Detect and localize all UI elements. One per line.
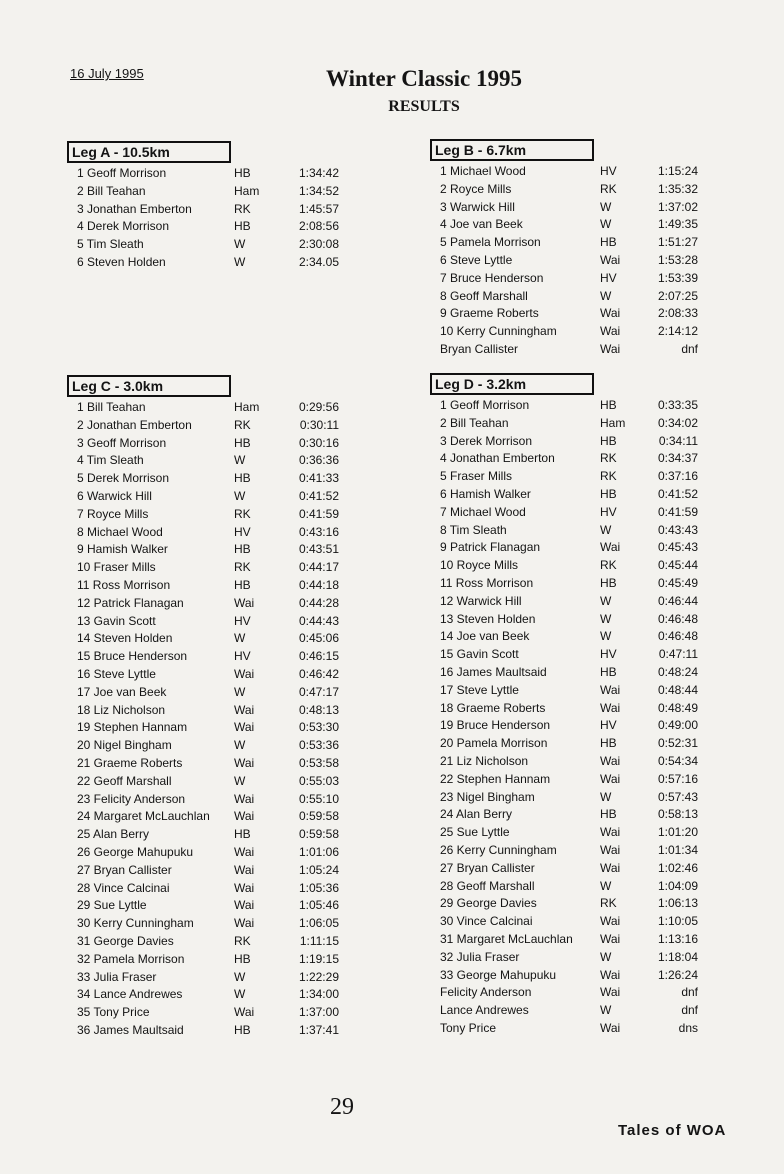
runner-time: 1:01:34 bbox=[657, 842, 698, 857]
leg-d-heading: Leg D - 3.2km bbox=[430, 373, 594, 395]
runner-club: W bbox=[234, 488, 246, 503]
runner-club: W bbox=[600, 217, 612, 232]
runner-club: RK bbox=[234, 506, 251, 521]
runner-name: 3 Warwick Hill bbox=[440, 199, 515, 214]
runner-time: 1:26:24 bbox=[657, 967, 698, 982]
runner-time: 1:04:09 bbox=[657, 878, 698, 893]
runner-time: 0:45:06 bbox=[298, 631, 339, 646]
runner-time: 2:08:33 bbox=[657, 306, 698, 321]
runner-club: W bbox=[234, 969, 246, 984]
runner-time: 0:44:18 bbox=[298, 577, 339, 592]
runner-name: 2 Bill Teahan bbox=[440, 415, 509, 430]
runner-name: 5 Tim Sleath bbox=[77, 237, 144, 252]
runner-name: 23 Nigel Bingham bbox=[440, 789, 535, 804]
runner-club: RK bbox=[600, 896, 617, 911]
runner-time: 1:06:05 bbox=[298, 916, 339, 931]
runner-name: 32 Julia Fraser bbox=[440, 949, 520, 964]
runner-time: 0:41:59 bbox=[298, 506, 339, 521]
runner-club: W bbox=[600, 593, 612, 608]
runner-time: 0:41:52 bbox=[657, 486, 698, 501]
runner-name: 10 Kerry Cunningham bbox=[440, 324, 557, 339]
runner-name: 25 Sue Lyttle bbox=[440, 825, 510, 840]
runner-club: W bbox=[234, 237, 246, 252]
runner-name: 1 Geoff Morrison bbox=[440, 398, 530, 412]
runner-time: 0:53:36 bbox=[298, 738, 339, 753]
runner-name: 20 Pamela Morrison bbox=[440, 736, 548, 751]
runner-name: 23 Felicity Anderson bbox=[77, 791, 186, 806]
runner-club: Wai bbox=[234, 809, 255, 824]
runner-time: 0:47:11 bbox=[658, 647, 698, 662]
runner-name: 8 Geoff Marshall bbox=[440, 288, 528, 303]
runner-time: 0:44:28 bbox=[298, 595, 339, 610]
runner-name: Lance Andrewes bbox=[440, 1003, 529, 1018]
runner-name: 33 George Mahupuku bbox=[440, 967, 557, 982]
runner-club: W bbox=[234, 684, 246, 699]
runner-name: 3 Geoff Morrison bbox=[77, 435, 167, 450]
runner-time: 0:41:52 bbox=[298, 488, 339, 503]
page-subtitle: RESULTS bbox=[388, 98, 460, 115]
runner-club: Wai bbox=[234, 595, 255, 610]
runner-name: 25 Alan Berry bbox=[77, 827, 150, 842]
runner-club: Wai bbox=[234, 702, 255, 717]
runner-time: 1:35:32 bbox=[657, 181, 698, 196]
runner-name: 27 Bryan Callister bbox=[440, 860, 535, 875]
runner-name: 2 Royce Mills bbox=[440, 181, 512, 196]
runner-time: 0:43:43 bbox=[657, 522, 698, 537]
runner-time: 1:34:42 bbox=[298, 166, 339, 180]
runner-club: HB bbox=[600, 807, 617, 822]
runner-time: 0:59:58 bbox=[298, 809, 339, 824]
runner-name: 18 Liz Nicholson bbox=[77, 702, 166, 717]
runner-time: 1:22:29 bbox=[298, 969, 339, 984]
runner-club: Wai bbox=[600, 842, 621, 857]
runner-time: 0:47:17 bbox=[298, 684, 339, 699]
runner-time: 0:45:49 bbox=[657, 575, 698, 590]
runner-time: 2:07:25 bbox=[657, 288, 698, 303]
runner-club: Wai bbox=[600, 860, 621, 875]
runner-time: 0:34:37 bbox=[657, 451, 698, 466]
runner-time: 0:55:03 bbox=[298, 773, 339, 788]
runner-club: W bbox=[234, 631, 246, 646]
leg-b-results bbox=[430, 139, 698, 356]
runner-name: 21 Liz Nicholson bbox=[440, 753, 529, 768]
leg-c-results bbox=[67, 375, 339, 1037]
runner-name: 1 Geoff Morrison bbox=[77, 166, 167, 180]
runner-time: 0:29:56 bbox=[298, 400, 339, 414]
runner-time: 1:06:13 bbox=[657, 896, 698, 911]
runner-name: 15 Gavin Scott bbox=[440, 647, 519, 662]
runner-club: HB bbox=[600, 398, 617, 412]
runner-time: 0:48:44 bbox=[657, 682, 698, 697]
runner-time: 1:53:39 bbox=[657, 270, 698, 285]
runner-name: 1 Bill Teahan bbox=[77, 400, 146, 414]
runner-time: 0:59:58 bbox=[298, 827, 339, 842]
runner-time: 1:53:28 bbox=[657, 252, 698, 267]
runner-club: HB bbox=[234, 219, 251, 234]
runner-time: 1:13:16 bbox=[657, 931, 698, 946]
runner-club: Wai bbox=[600, 540, 621, 555]
runner-time: 1:11:15 bbox=[299, 933, 339, 948]
runner-name: 8 Michael Wood bbox=[77, 524, 163, 539]
runner-club: W bbox=[600, 878, 612, 893]
runner-club: W bbox=[234, 254, 246, 269]
runner-name: 16 Steve Lyttle bbox=[77, 666, 156, 681]
runner-name: 6 Warwick Hill bbox=[77, 488, 152, 503]
runner-time: 0:44:17 bbox=[298, 560, 339, 575]
runner-time: 0:43:16 bbox=[298, 524, 339, 539]
runner-name: 30 Kerry Cunningham bbox=[77, 916, 194, 931]
runner-time: 0:48:13 bbox=[298, 702, 339, 717]
runner-name: 26 Kerry Cunningham bbox=[440, 842, 557, 857]
runner-club: Wai bbox=[600, 914, 621, 929]
runner-name: 31 George Davies bbox=[77, 933, 174, 948]
runner-time: 2:08:56 bbox=[298, 219, 339, 234]
runner-club: HB bbox=[600, 486, 617, 501]
page-number: 29 bbox=[330, 1094, 354, 1120]
runner-time: 0:37:16 bbox=[657, 469, 698, 484]
runner-club: HV bbox=[234, 649, 251, 664]
book-title: Tales of WOA bbox=[618, 1122, 727, 1139]
runner-name: 6 Hamish Walker bbox=[440, 486, 531, 501]
runner-club: Wai bbox=[600, 771, 621, 786]
runner-name: 4 Derek Morrison bbox=[77, 219, 170, 234]
runner-club: RK bbox=[600, 181, 617, 196]
runner-time: 1:51:27 bbox=[657, 235, 698, 250]
runner-name: 32 Pamela Morrison bbox=[77, 951, 185, 966]
runner-club: HV bbox=[600, 270, 617, 285]
runner-time: dnf bbox=[681, 1003, 698, 1018]
runner-time: 1:02:46 bbox=[657, 860, 698, 875]
runner-time: dns bbox=[678, 1020, 698, 1035]
runner-time: 0:41:59 bbox=[657, 504, 698, 519]
runner-name: 13 Gavin Scott bbox=[77, 613, 156, 628]
runner-name: 3 Jonathan Emberton bbox=[77, 201, 192, 216]
runner-name: 28 Geoff Marshall bbox=[440, 878, 535, 893]
runner-time: 0:30:11 bbox=[299, 417, 339, 432]
runner-club: RK bbox=[234, 933, 251, 948]
runner-name: 4 Jonathan Emberton bbox=[440, 451, 555, 466]
runner-name: 17 Steve Lyttle bbox=[440, 682, 519, 697]
runner-name: 29 George Davies bbox=[440, 896, 537, 911]
runner-name: 7 Royce Mills bbox=[77, 506, 149, 521]
runner-name: 19 Bruce Henderson bbox=[440, 718, 551, 733]
runner-time: 0:36:36 bbox=[298, 453, 339, 468]
leg-b-heading: Leg B - 6.7km bbox=[430, 139, 594, 161]
runner-name: 35 Tony Price bbox=[77, 1005, 150, 1020]
runner-club: W bbox=[600, 611, 612, 626]
runner-time: 2:30:08 bbox=[298, 237, 339, 252]
runner-name: 13 Steven Holden bbox=[440, 611, 536, 626]
runner-time: 1:05:46 bbox=[298, 898, 339, 913]
runner-club: Ham bbox=[600, 415, 626, 430]
runner-club: Wai bbox=[234, 1005, 255, 1020]
runner-time: 1:01:06 bbox=[298, 844, 339, 859]
runner-time: 1:34:52 bbox=[298, 183, 339, 198]
runner-club: W bbox=[600, 522, 612, 537]
runner-time: 0:34:02 bbox=[657, 415, 698, 430]
runner-club: HV bbox=[600, 647, 617, 662]
runner-name: 28 Vince Calcinai bbox=[77, 880, 170, 895]
runner-time: 1:05:36 bbox=[298, 880, 339, 895]
runner-time: 1:01:20 bbox=[657, 825, 698, 840]
runner-time: 0:52:31 bbox=[657, 736, 698, 751]
runner-club: Wai bbox=[600, 341, 621, 356]
runner-club: W bbox=[600, 288, 612, 303]
runner-club: HB bbox=[234, 471, 251, 486]
runner-club: HB bbox=[234, 827, 251, 842]
runner-name: 26 George Mahupuku bbox=[77, 844, 194, 859]
runner-name: 9 Patrick Flanagan bbox=[440, 540, 541, 555]
runner-club: Wai bbox=[600, 985, 621, 1000]
runner-club: RK bbox=[234, 560, 251, 575]
runner-name: 4 Joe van Beek bbox=[440, 217, 523, 232]
runner-time: 0:49:00 bbox=[657, 718, 698, 733]
runner-club: HB bbox=[600, 433, 617, 448]
runner-time: 1:34:00 bbox=[298, 987, 339, 1002]
runner-club: Wai bbox=[234, 898, 255, 913]
runner-name: 20 Nigel Bingham bbox=[77, 738, 172, 753]
runner-time: 0:55:10 bbox=[298, 791, 339, 806]
runner-time: 0:41:33 bbox=[298, 471, 339, 486]
runner-name: 7 Michael Wood bbox=[440, 504, 526, 519]
runner-club: Wai bbox=[600, 306, 621, 321]
runner-name: 9 Hamish Walker bbox=[77, 542, 168, 557]
runner-club: Wai bbox=[234, 666, 255, 681]
runner-time: 0:48:49 bbox=[657, 700, 698, 715]
runner-club: Wai bbox=[234, 844, 255, 859]
runner-club: HV bbox=[600, 164, 617, 178]
runner-name: 12 Warwick Hill bbox=[440, 593, 522, 608]
runner-time: 0:46:44 bbox=[657, 593, 698, 608]
runner-time: 1:10:05 bbox=[657, 914, 698, 929]
runner-name: 8 Tim Sleath bbox=[440, 522, 507, 537]
runner-club: RK bbox=[600, 558, 617, 573]
runner-club: HB bbox=[600, 664, 617, 679]
leg-d-results bbox=[430, 373, 698, 1035]
runner-club: HB bbox=[600, 235, 617, 250]
runner-club: Wai bbox=[600, 700, 621, 715]
runner-club: W bbox=[600, 789, 612, 804]
runner-name: 3 Derek Morrison bbox=[440, 433, 533, 448]
runner-club: HV bbox=[234, 524, 251, 539]
runner-time: 0:45:44 bbox=[657, 558, 698, 573]
runner-name: 4 Tim Sleath bbox=[77, 453, 144, 468]
runner-club: Wai bbox=[600, 1020, 621, 1035]
runner-name: Felicity Anderson bbox=[440, 985, 532, 1000]
runner-name: 33 Julia Fraser bbox=[77, 969, 157, 984]
runner-name: 31 Margaret McLauchlan bbox=[440, 931, 573, 946]
runner-club: RK bbox=[600, 451, 617, 466]
runner-time: 0:30:16 bbox=[298, 435, 339, 450]
leg-c-heading: Leg C - 3.0km bbox=[67, 375, 231, 397]
runner-name: 36 James Maultsaid bbox=[77, 1022, 184, 1037]
runner-name: 14 Joe van Beek bbox=[440, 629, 530, 644]
runner-time: 0:54:34 bbox=[657, 753, 698, 768]
runner-club: RK bbox=[234, 201, 251, 216]
runner-club: Wai bbox=[234, 791, 255, 806]
runner-time: 1:37:02 bbox=[657, 199, 698, 214]
runner-name: 15 Bruce Henderson bbox=[77, 649, 188, 664]
runner-time: 1:19:15 bbox=[298, 951, 339, 966]
runner-name: 34 Lance Andrewes bbox=[77, 987, 183, 1002]
runner-name: 16 James Maultsaid bbox=[440, 664, 547, 679]
runner-name: 5 Fraser Mills bbox=[440, 469, 513, 484]
runner-time: dnf bbox=[681, 341, 698, 356]
runner-time: 0:43:51 bbox=[298, 542, 339, 557]
runner-club: Wai bbox=[234, 755, 255, 770]
runner-club: HB bbox=[600, 575, 617, 590]
leg-a-heading: Leg A - 10.5km bbox=[67, 141, 231, 163]
runner-time: 1:05:24 bbox=[298, 862, 339, 877]
runner-time: 1:49:35 bbox=[657, 217, 698, 232]
runner-time: 0:34:11 bbox=[658, 433, 698, 448]
page-title: Winter Classic 1995 bbox=[326, 66, 522, 91]
runner-name: 11 Ross Morrison bbox=[77, 577, 171, 592]
runner-name: 14 Steven Holden bbox=[77, 631, 173, 646]
runner-time: 1:45:57 bbox=[298, 201, 339, 216]
runner-time: dnf bbox=[681, 985, 698, 1000]
runner-club: Wai bbox=[600, 753, 621, 768]
runner-time: 0:46:15 bbox=[298, 649, 339, 664]
runner-name: 9 Graeme Roberts bbox=[440, 306, 539, 321]
runner-club: Wai bbox=[600, 324, 621, 339]
runner-time: 2:14:12 bbox=[657, 324, 698, 339]
runner-club: HB bbox=[234, 542, 251, 557]
runner-name: 7 Bruce Henderson bbox=[440, 270, 544, 285]
runner-name: Tony Price bbox=[440, 1020, 497, 1035]
runner-name: 6 Steve Lyttle bbox=[440, 252, 513, 267]
runner-name: 30 Vince Calcinai bbox=[440, 914, 533, 929]
runner-time: 0:33:35 bbox=[657, 398, 698, 412]
runner-time: 1:37:00 bbox=[298, 1005, 339, 1020]
runner-club: HV bbox=[234, 613, 251, 628]
runner-name: 24 Margaret McLauchlan bbox=[77, 809, 210, 824]
runner-name: 22 Geoff Marshall bbox=[77, 773, 172, 788]
runner-time: 1:15:24 bbox=[657, 164, 698, 178]
runner-name: 2 Jonathan Emberton bbox=[77, 417, 192, 432]
runner-name: 5 Derek Morrison bbox=[77, 471, 170, 486]
runner-club: W bbox=[234, 987, 246, 1002]
runner-name: 27 Bryan Callister bbox=[77, 862, 172, 877]
runner-time: 0:53:30 bbox=[298, 720, 339, 735]
runner-club: HB bbox=[234, 166, 251, 180]
runner-club: W bbox=[234, 773, 246, 788]
runner-name: 22 Stephen Hannam bbox=[440, 771, 551, 786]
runner-club: W bbox=[600, 629, 612, 644]
runner-name: 11 Ross Morrison bbox=[440, 575, 534, 590]
runner-club: HB bbox=[234, 435, 251, 450]
runner-club: HB bbox=[234, 577, 251, 592]
runner-name: 2 Bill Teahan bbox=[77, 183, 146, 198]
runner-club: Wai bbox=[600, 825, 621, 840]
runner-club: HB bbox=[600, 736, 617, 751]
runner-club: W bbox=[600, 199, 612, 214]
runner-club: W bbox=[600, 1003, 612, 1018]
runner-club: W bbox=[600, 949, 612, 964]
runner-club: Wai bbox=[234, 862, 255, 877]
runner-club: RK bbox=[234, 417, 251, 432]
runner-time: 0:44:43 bbox=[298, 613, 339, 628]
runner-name: 12 Patrick Flanagan bbox=[77, 595, 184, 610]
runner-club: Wai bbox=[600, 931, 621, 946]
runner-name: 5 Pamela Morrison bbox=[440, 235, 541, 250]
runner-club: W bbox=[234, 738, 246, 753]
runner-name: 1 Michael Wood bbox=[440, 164, 526, 178]
runner-time: 0:48:24 bbox=[657, 664, 698, 679]
runner-club: Ham bbox=[234, 400, 260, 414]
runner-name: Bryan Callister bbox=[440, 341, 519, 356]
runner-name: 24 Alan Berry bbox=[440, 807, 513, 822]
runner-club: Wai bbox=[600, 967, 621, 982]
runner-time: 0:57:43 bbox=[657, 789, 698, 804]
runner-club: W bbox=[234, 453, 246, 468]
runner-name: 10 Royce Mills bbox=[440, 558, 519, 573]
runner-name: 10 Fraser Mills bbox=[77, 560, 156, 575]
runner-name: 19 Stephen Hannam bbox=[77, 720, 188, 735]
runner-time: 0:46:48 bbox=[657, 629, 698, 644]
runner-time: 0:46:42 bbox=[298, 666, 339, 681]
runner-time: 0:58:13 bbox=[657, 807, 698, 822]
runner-club: HV bbox=[600, 718, 617, 733]
runner-club: Wai bbox=[600, 682, 621, 697]
runner-club: Ham bbox=[234, 183, 260, 198]
runner-time: 0:46:48 bbox=[657, 611, 698, 626]
runner-club: Wai bbox=[600, 252, 621, 267]
runner-time: 0:53:58 bbox=[298, 755, 339, 770]
runner-time: 1:37:41 bbox=[298, 1022, 339, 1037]
runner-club: HB bbox=[234, 951, 251, 966]
runner-name: 17 Joe van Beek bbox=[77, 684, 167, 699]
leg-a-results bbox=[67, 141, 339, 269]
runner-club: RK bbox=[600, 469, 617, 484]
runner-time: 2:34.05 bbox=[298, 254, 339, 269]
runner-name: 21 Graeme Roberts bbox=[77, 755, 183, 770]
runner-time: 1:18:04 bbox=[657, 949, 698, 964]
runner-club: HV bbox=[600, 504, 617, 519]
runner-name: 6 Steven Holden bbox=[77, 254, 166, 269]
runner-name: 18 Graeme Roberts bbox=[440, 700, 546, 715]
runner-time: 0:45:43 bbox=[657, 540, 698, 555]
date: 16 July 1995 bbox=[70, 66, 144, 81]
runner-name: 29 Sue Lyttle bbox=[77, 898, 147, 913]
runner-club: HB bbox=[234, 1022, 251, 1037]
runner-club: Wai bbox=[234, 916, 255, 931]
runner-time: 0:57:16 bbox=[657, 771, 698, 786]
runner-club: Wai bbox=[234, 880, 255, 895]
runner-club: Wai bbox=[234, 720, 255, 735]
